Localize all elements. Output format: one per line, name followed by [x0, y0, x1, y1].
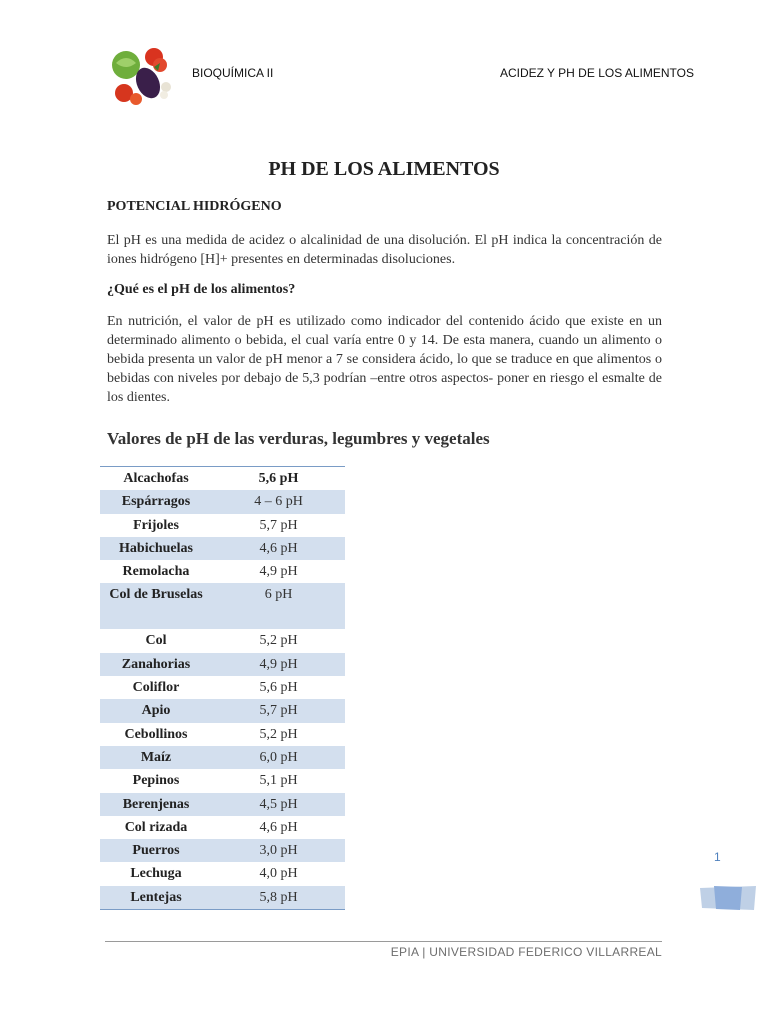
question-heading: ¿Qué es el pH de los alimentos?	[107, 282, 296, 297]
ph-value-cell: 4,9 pH	[212, 653, 345, 676]
section-heading: POTENCIAL HIDRÓGENO	[107, 199, 282, 214]
table-row	[100, 653, 345, 676]
table-row	[100, 490, 345, 513]
vegetable-name-cell: Maíz	[100, 746, 212, 769]
table-row	[100, 583, 345, 629]
vegetable-name-cell: Zanahorias	[100, 653, 212, 676]
header-topic-title: ACIDEZ Y PH DE LOS ALIMENTOS	[499, 66, 694, 80]
ph-value-cell: 4,9 pH	[259, 564, 298, 580]
table-row	[100, 746, 345, 769]
table-row	[100, 537, 345, 560]
vegetable-name-cell: Cebollinos	[124, 726, 188, 742]
vegetable-name-cell: Habichuelas	[100, 537, 212, 560]
vegetable-name-cell: Lentejas	[100, 886, 212, 910]
vegetable-name-cell: Berenjenas	[100, 793, 212, 816]
page-number: 1	[714, 850, 721, 864]
ph-value-cell: 4,5 pH	[212, 793, 345, 816]
table-row	[100, 560, 345, 583]
vegetable-name-cell: Remolacha	[122, 564, 190, 580]
ph-value-cell: 5,6 pH	[259, 680, 298, 696]
table-heading: Valores de pH de las verduras, legumbres y vegetales	[107, 429, 490, 448]
ph-values-table	[100, 466, 345, 910]
ph-value-cell: 3,0 pH	[212, 839, 345, 862]
page-title: PH DE LOS ALIMENTOS	[268, 158, 500, 180]
ph-value-cell: 4,6 pH	[259, 819, 298, 835]
vegetables-logo-icon	[110, 45, 176, 107]
ph-value-cell: 6,0 pH	[212, 746, 345, 769]
vegetable-name-cell: Puerros	[100, 839, 212, 862]
ph-value-cell: 5,7 pH	[212, 699, 345, 722]
ph-value-cell: 5,6 pH	[258, 471, 299, 486]
table-row	[100, 793, 345, 816]
header-course-title: BIOQUÍMICA II	[192, 66, 274, 80]
vegetable-name-cell: Espárragos	[100, 490, 212, 513]
table-row	[100, 723, 345, 746]
ph-value-cell: 6 pH	[212, 583, 345, 629]
ph-value-cell: 4 – 6 pH	[212, 490, 345, 513]
ph-value-cell: 5,8 pH	[212, 886, 345, 910]
vegetable-name-cell: Coliflor	[132, 680, 180, 696]
table-row	[100, 769, 345, 792]
vegetable-name-cell: Alcachofas	[123, 471, 189, 486]
vegetable-name-cell: Col	[145, 633, 167, 649]
table-row	[100, 629, 345, 652]
paragraph-ph-definition: El pH es una medida de acidez o alcalinidad de una disolución. El pH indica la concentración de iones hidrógeno [H]+ presentes en determinadas disoluciones.	[107, 233, 662, 267]
table-row	[100, 699, 345, 722]
paragraph-nutrition: En nutrición, el valor de pH es utilizado como indicador del contenido ácido que existe en un determinado alimento o bebida, el cual varía entre 0 y 14. De esta manera, cuando un alimento o bebida presenta un valor de pH menor a 7 se considera ácido, lo que se traduce en que alimentos o bebidas con niveles por debajo de 5,3 podrían –entre otros aspectos- poner en riesgo el esmalte de los dientes.	[107, 314, 662, 405]
table-row	[100, 862, 345, 885]
table-row	[100, 816, 345, 839]
ph-value-cell: 4,6 pH	[212, 537, 345, 560]
vegetable-name-cell: Frijoles	[133, 517, 179, 533]
vegetable-name-cell: Col rizada	[124, 819, 188, 835]
ph-value-cell: 4,0 pH	[259, 866, 298, 882]
table-row	[100, 467, 345, 491]
table-row	[100, 676, 345, 699]
table-row	[100, 514, 345, 537]
table-row	[100, 839, 345, 862]
table-row	[100, 886, 345, 910]
ph-value-cell: 5,2 pH	[259, 633, 298, 649]
ph-value-cell: 5,2 pH	[259, 726, 298, 742]
footer-text: EPIA | UNIVERSIDAD FEDERICO VILLARREAL	[390, 945, 662, 959]
page-tab-decoration-icon	[700, 884, 756, 912]
vegetable-name-cell: Pepinos	[132, 773, 180, 789]
ph-value-cell: 5,7 pH	[259, 517, 298, 533]
footer-divider	[105, 941, 662, 942]
ph-value-cell: 5,1 pH	[259, 773, 298, 789]
vegetable-name-cell: Col de Bruselas	[100, 583, 212, 629]
vegetable-name-cell: Lechuga	[130, 866, 182, 882]
vegetable-name-cell: Apio	[100, 699, 212, 722]
